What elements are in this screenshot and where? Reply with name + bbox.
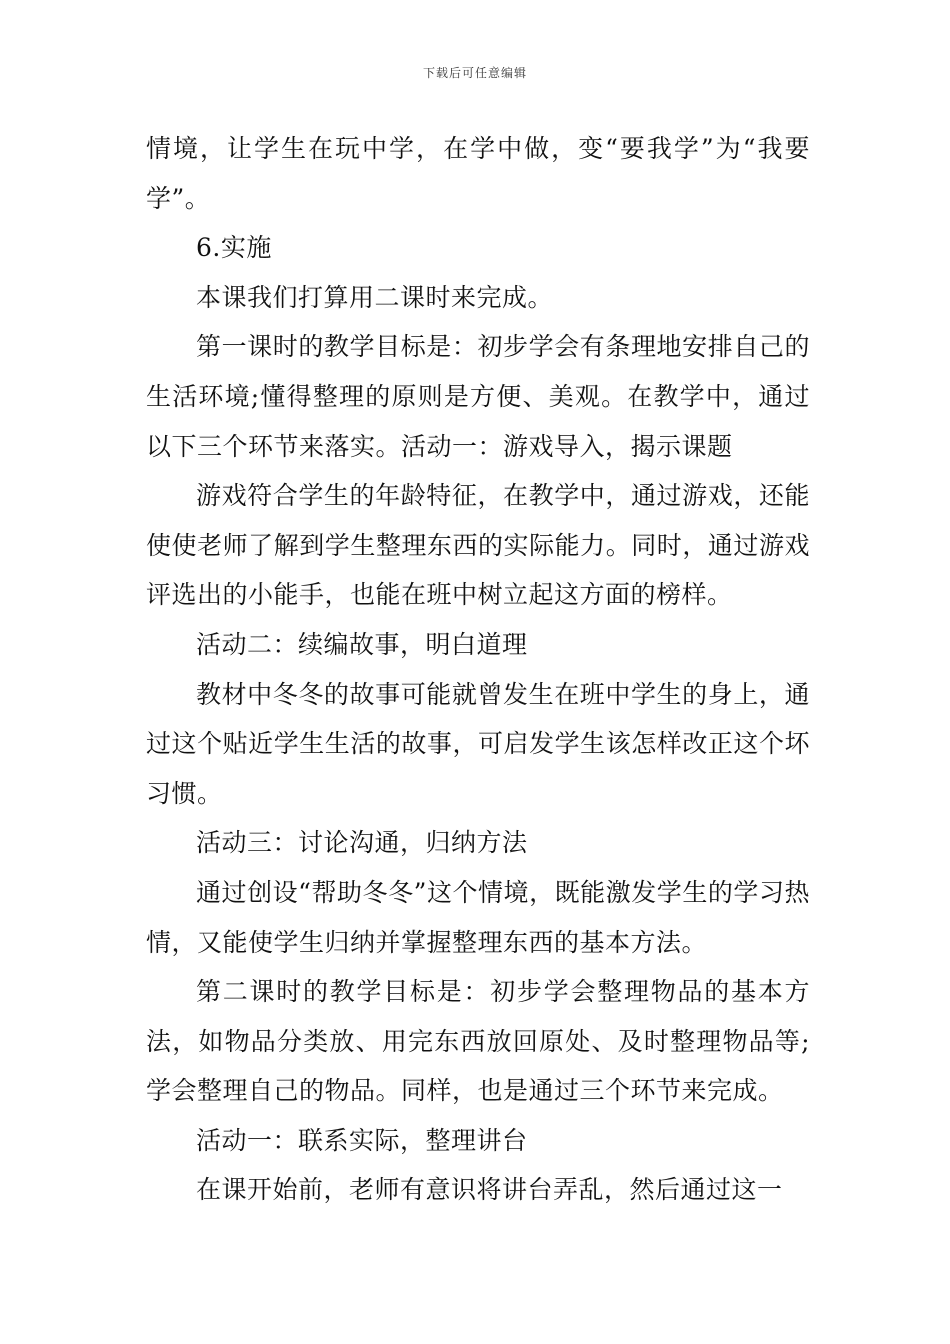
paragraph: 通过创设“帮助冬冬”这个情境，既能激发学生的学习热情，又能使学生归纳并掌握整理东西的基本方法。	[146, 877, 810, 957]
paragraph: 本课我们打算用二课时来完成。	[196, 282, 554, 312]
paragraph: 教材中冬冬的故事可能就曾发生在班中学生的身上，通过这个贴近学生生活的故事，可启发学生该怎样改正这个坏习惯。	[146, 679, 810, 808]
page-header: 下载后可任意编辑	[422, 66, 527, 80]
section-heading: 6.实施	[196, 233, 272, 263]
paragraph: 情境，让学生在玩中学，在学中做，变“要我学”为“我要学”。	[146, 134, 810, 213]
paragraph: 游戏符合学生的年龄特征，在教学中，通过游戏，还能使使老师了解到学生整理东西的实际能力。同时，通过游戏评选出的小能手，也能在班中树立起这方面的榜样。	[146, 481, 810, 610]
activity-heading: 活动三：讨论沟通，归纳方法	[196, 828, 528, 858]
activity-heading: 活动二：续编故事，明白道理	[196, 629, 528, 659]
paragraph: 第一课时的教学目标是：初步学会有条理地安排自己的生活环境;懂得整理的原则是方便、美观。在教学中，通过以下三个环节来落实。活动一：游戏导入，揭示课题	[146, 332, 810, 461]
paragraph: 在课开始前，老师有意识将讲台弄乱，然后通过这一	[196, 1175, 783, 1205]
paragraph: 第二课时的教学目标是：初步学会整理物品的基本方法，如物品分类放、用完东西放回原处、及时整理物品等;学会整理自己的物品。同样，也是通过三个环节来完成。	[146, 977, 810, 1106]
activity-heading: 活动一：联系实际，整理讲台	[196, 1125, 528, 1155]
document-body	[146, 124, 810, 1215]
